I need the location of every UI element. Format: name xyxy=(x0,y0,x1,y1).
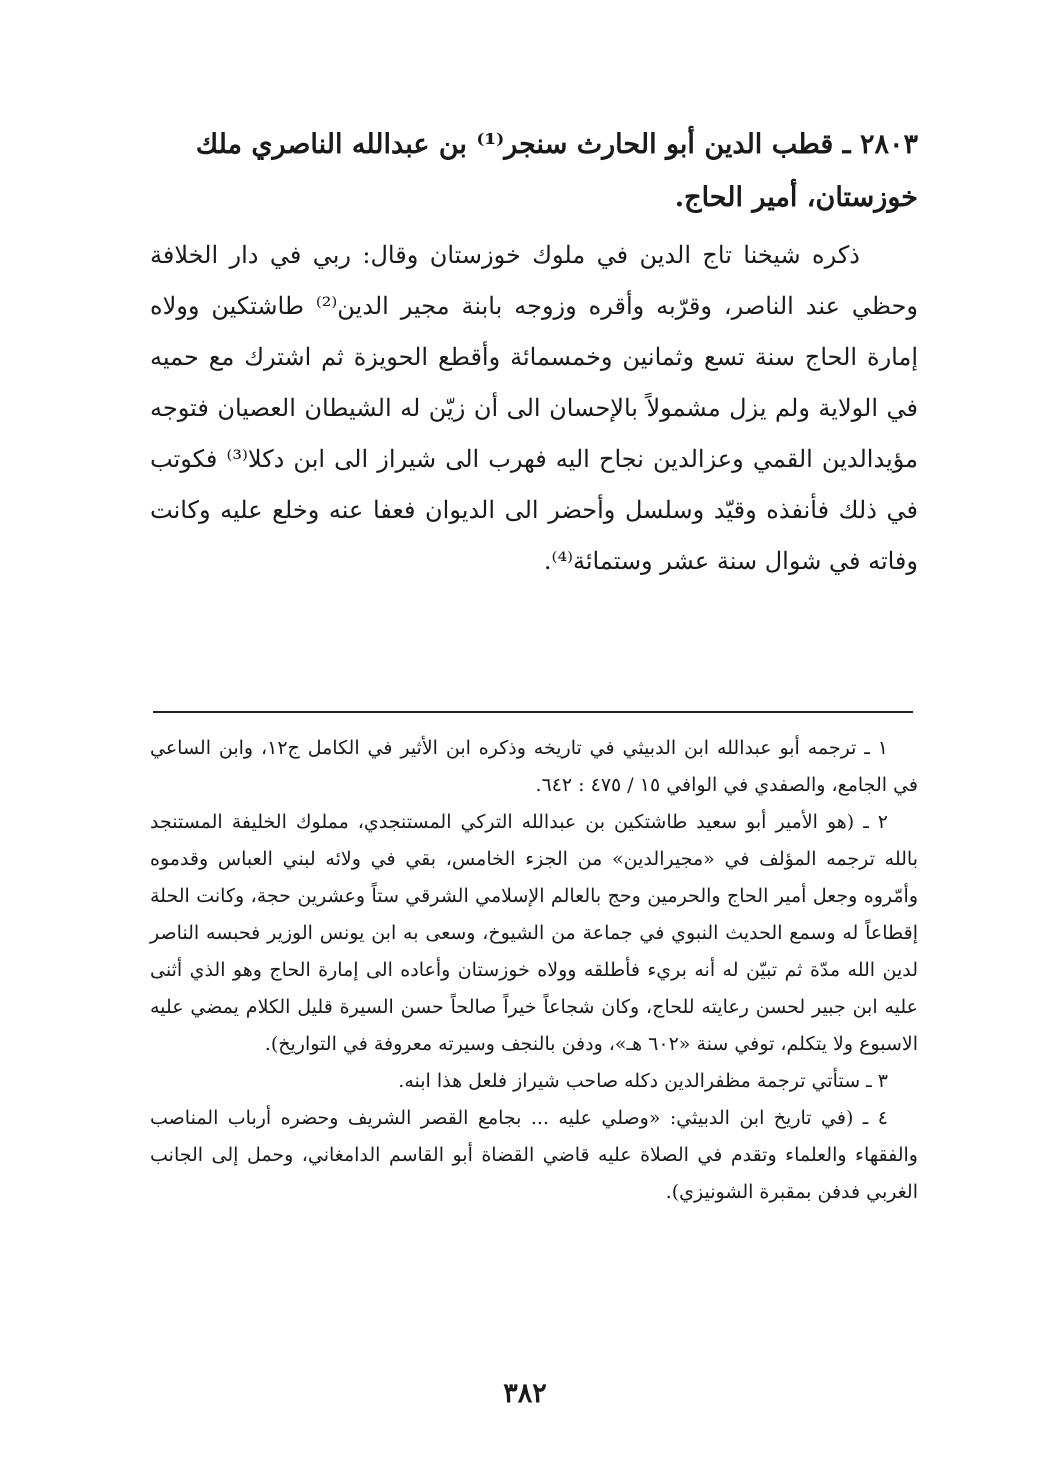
footnote-4: ٤ ـ (في تاريخ ابن الدبيثي: «وصلي عليه ... بجامع القصر الشريف وحضره أرباب المناصب والفقهاء والعلماء وتقدم في الصلاة عليه قاضي القضاة أبو القاسم الدامغاني، وحمل إلى الجانب الغربي فدفن بمقبرة الشونيزي). xyxy=(150,1107,918,1203)
footnote-divider xyxy=(153,711,913,713)
footnote-1: ١ ـ ترجمه أبو عبدالله ابن الدبيثي في تاريخه وذكره ابن الأثير في الكامل ج١٢، وابن الساعي في الجامع، والصفدي في الوافي ١٥ / ٤٧٥ : ٦٤٢. xyxy=(150,737,918,796)
entry-title: ٢٨٠٣ ـ قطب الدين أبو الحارث سنجر⁽¹⁾ بن عبدالله الناصري ملك خوزستان، أمير الحاج. xyxy=(195,129,918,213)
footnote-2: ٢ ـ (هو الأمير أبو سعيد طاشتكين بن عبدالله التركي المستنجدي، مملوك الخليفة المستنجد بالله ترجمه المؤلف في «مجيرالدين» من الجزء الخامس، بقي في ولائه لبني العباس وقدموه وأمّروه وجعل أمير الحاج والحرمين وحج بالعالم الإسلامي الشرقي ستاً وعشرين حجة، وكانت الحلة إقطاعاً له وسمع الحديث النبوي في جماعة من الشيوخ، وسعى به ابن يونس الوزير فحبسه الناصر لدين الله مدّة ثم تبيّن له أنه بريء فأطلقه وولاه خوزستان وأعاده الى إمارة الحاج وهو الذي أثنى عليه ابن جبير لحسن رعايته للحاج، وكان شجاعاً خيراً صالحاً حسن السيرة قليل الكلام يمضي عليه الاسبوع ولا يتكلم، توفي سنة «٦٠٢ هـ»، ودفن بالنجف وسيرته معروفة في التواريخ). xyxy=(150,811,918,1055)
footnote-3: ٣ ـ ستأتي ترجمة مظفرالدين دكله صاحب شيراز فلعل هذا ابنه. xyxy=(398,1070,888,1092)
page-number: ٣٨٢ xyxy=(503,1378,547,1409)
footnotes xyxy=(150,730,918,1211)
main-text xyxy=(150,118,918,587)
entry-body: ذكره شيخنا تاج الدين في ملوك خوزستان وقال: ربي في دار الخلافة وحظي عند الناصر، وقرّبه وأقره وزوجه بابنة مجير الدين⁽²⁾ طاشتكين وولاه إمارة الحاج سنة تسع وثمانين وخمسمائة وأقطع الحويزة ثم اشترك مع حميه في الولاية ولم يزل مشمولاً بالإحسان الى أن زيّن له الشيطان العصيان فتوجه مؤيدالدين القمي وعزالدين نجاح اليه فهرب الى شيراز الى ابن دكلا⁽³⁾ فكوتب في ذلك فأنفذه وقيّد وسلسل وأحضر الى الديوان فعفا عنه وخلع عليه وكانت وفاته في شوال سنة عشر وستمائة⁽⁴⁾. xyxy=(150,241,918,575)
